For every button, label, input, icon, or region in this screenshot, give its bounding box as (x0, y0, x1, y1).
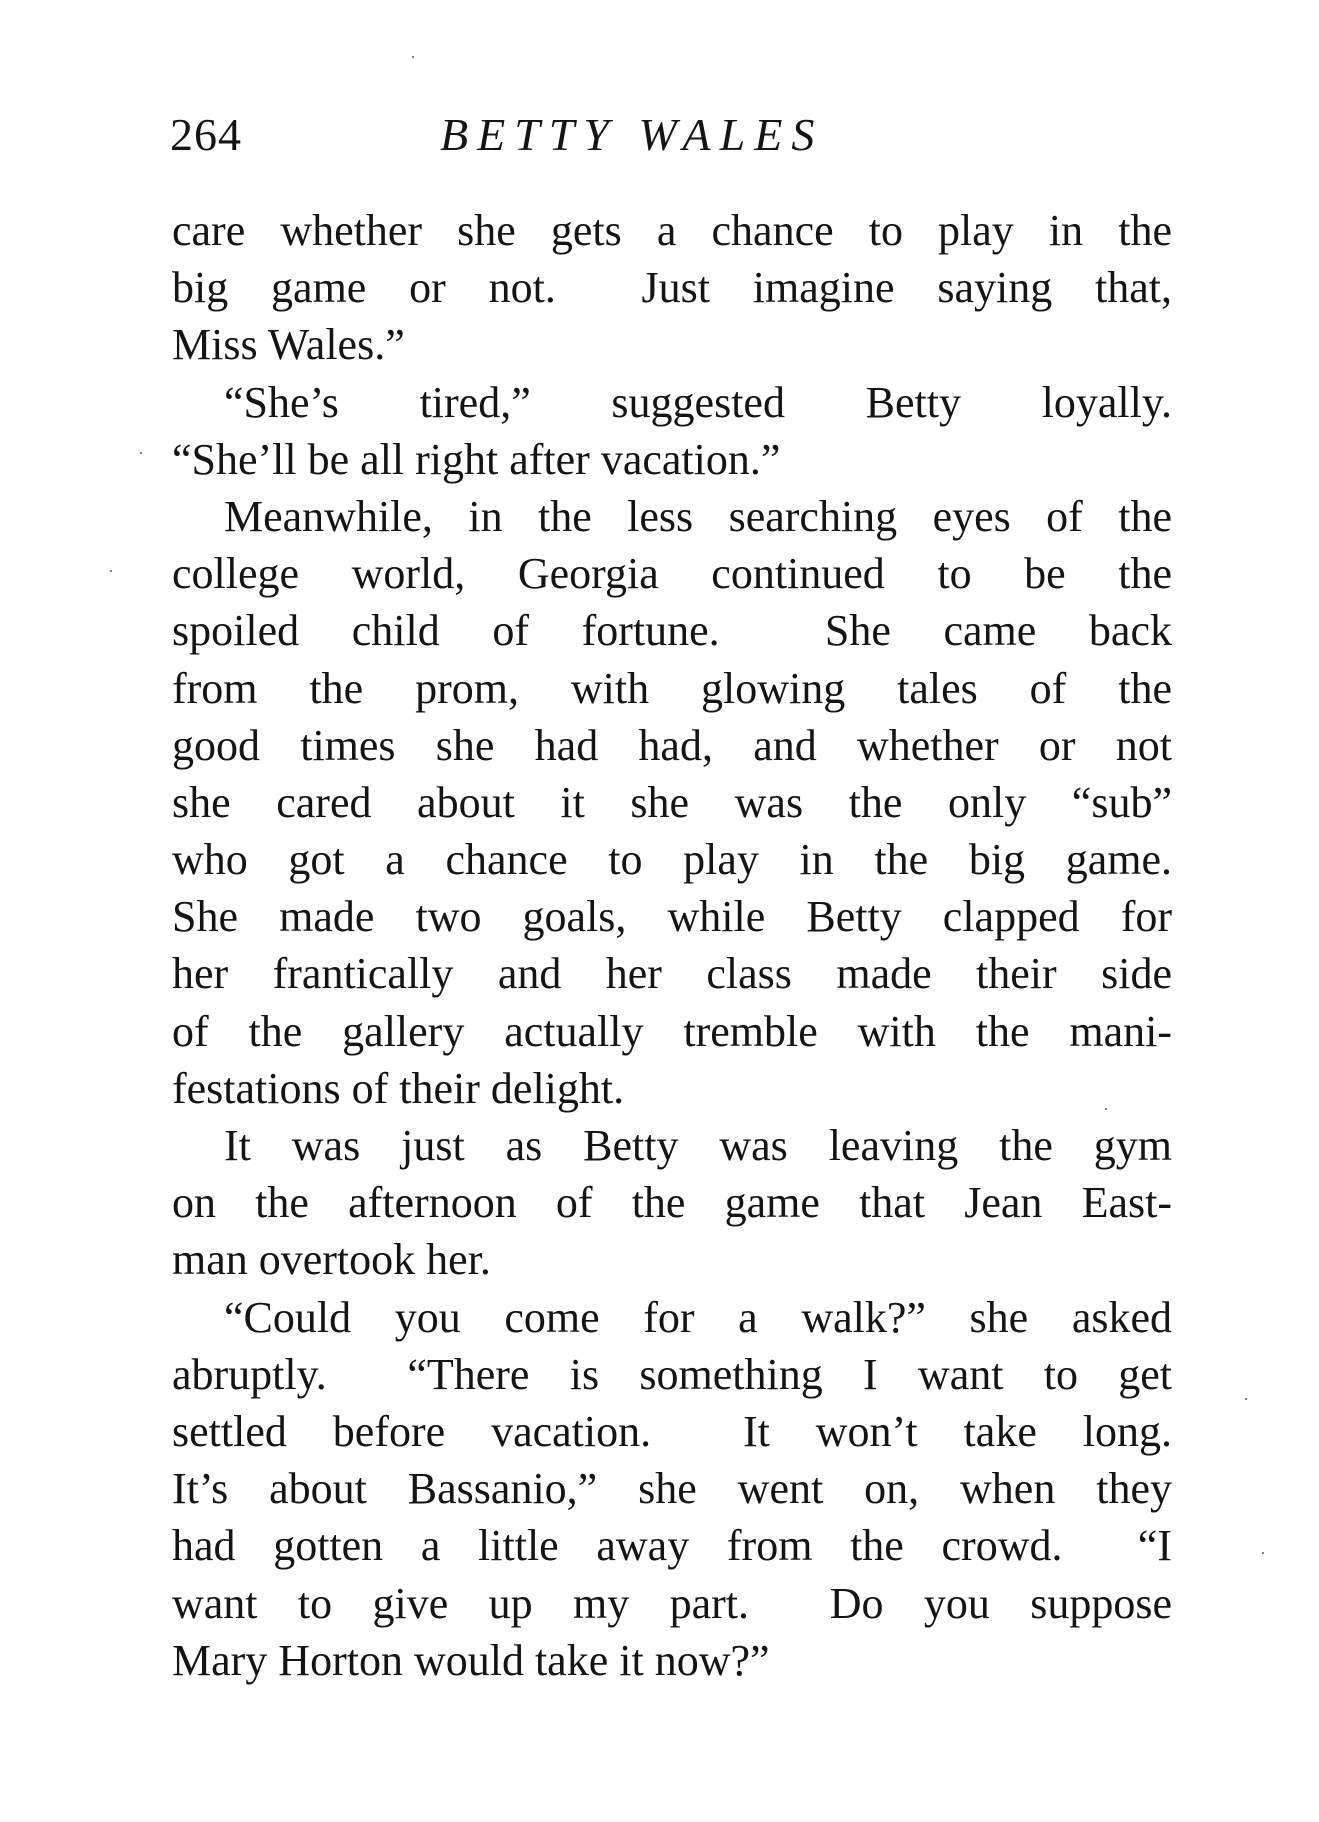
text-line: She made two goals, while Betty clapped for (172, 892, 1172, 942)
text-line: her frantically and her class made their side (172, 949, 1172, 999)
running-head (170, 100, 1130, 170)
text-line: “She’ll be all right after vacation.” (172, 434, 781, 484)
text-line: spoiled child of fortune. She came back (172, 606, 1172, 656)
text-line: of the gallery actually tremble with the mani- (172, 1006, 1172, 1056)
page-number: 264 (170, 109, 242, 160)
text-line: had gotten a little away from the crowd. “I (172, 1521, 1172, 1571)
text-line: Miss Wales.” (172, 320, 405, 370)
text-line: big game or not. Just imagine saying that, (172, 263, 1172, 313)
text-line: Mary Horton would take it now?” (172, 1635, 770, 1685)
text-line: care whether she gets a chance to play in the (172, 206, 1172, 255)
text-line: It was just as Betty was leaving the gym (224, 1121, 1172, 1170)
text-line: who got a chance to play in the big game. (172, 835, 1172, 885)
scan-speck (1262, 1552, 1264, 1554)
text-line: abruptly. “There is something I want to get (172, 1349, 1172, 1399)
scan-speck (110, 570, 112, 572)
body-text (172, 202, 1172, 1689)
text-line: she cared about it she was the only “sub” (172, 777, 1172, 827)
text-line: It’s about Bassanio,” she went on, when they (172, 1464, 1172, 1514)
scan-speck (1105, 1108, 1107, 1110)
scan-speck (140, 452, 142, 454)
scan-speck (1245, 1398, 1247, 1400)
text-line: festations of their delight. (172, 1063, 625, 1113)
text-line: college world, Georgia continued to be the (172, 549, 1172, 599)
text-line: settled before vacation. It won’t take long. (172, 1406, 1172, 1456)
text-line: want to give up my part. Do you suppose (172, 1578, 1172, 1628)
text-line: “She’s tired,” suggested Betty loyally. (224, 377, 1172, 427)
running-title: BETTY WALES (440, 109, 824, 160)
text-line: man overtook her. (172, 1235, 491, 1285)
text-line: “Could you come for a walk?” she asked (224, 1292, 1172, 1342)
text-line: Meanwhile, in the less searching eyes of the (224, 491, 1172, 541)
scan-speck (412, 56, 414, 58)
text-line: from the prom, with glowing tales of the (172, 663, 1172, 713)
text-line: on the afternoon of the game that Jean East- (172, 1178, 1172, 1228)
text-line: good times she had had, and whether or not (172, 720, 1172, 770)
